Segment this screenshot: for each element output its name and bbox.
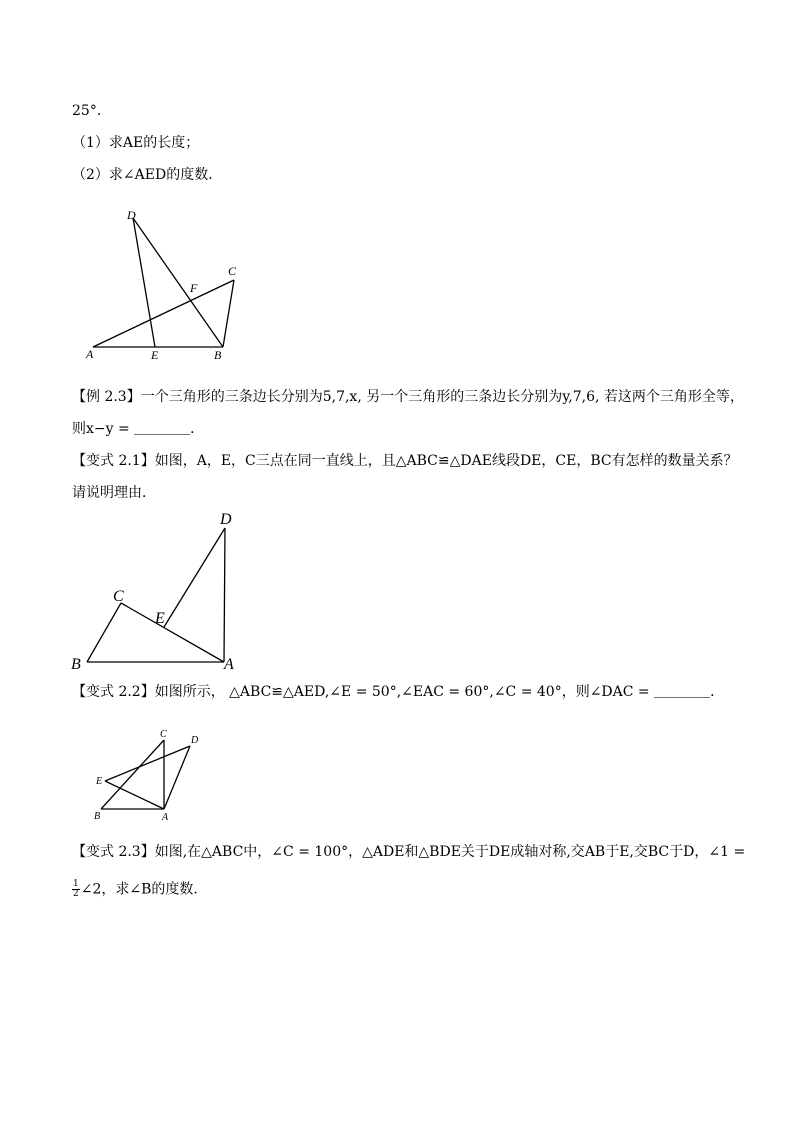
- label-E: E: [151, 348, 159, 362]
- fraction-denominator: 2: [73, 889, 79, 899]
- question-1: （1）求AE的长度；: [72, 135, 200, 151]
- example-2-3: 【例 2.3】一个三角形的三条边长分别为5,7,x, 另一个三角形的三条边长分别为y,7,6, 若这两个三角形全等，: [72, 389, 744, 405]
- label-B: B: [214, 348, 222, 362]
- label-C: C: [228, 264, 237, 278]
- label-F: F: [190, 281, 198, 295]
- label-A: A: [162, 812, 169, 823]
- segment-CB: [223, 280, 234, 347]
- variant-2-3: 【变式 2.3】如图,在△ABC中，∠C = 100°，△ADE和△BDE关于DE成轴对称,交AB于E,交BC于D，∠1 =: [72, 844, 746, 860]
- segment-ED: [164, 528, 225, 627]
- segment-BC: [87, 603, 121, 662]
- text-line-25deg: 25°．: [72, 103, 111, 119]
- segment-DA: [224, 528, 225, 662]
- label-B: B: [94, 811, 101, 822]
- figure-1-triangle-diagram: [80, 204, 260, 364]
- label-D: D: [220, 511, 232, 528]
- label-A: A: [224, 656, 234, 673]
- figure-3-triangle-diagram: [90, 726, 210, 826]
- variant-2-2: 【变式 2.2】如图所示， △ABC≌△AED,∠E = 50°,∠EAC = 60°,∠C = 40°，则∠DAC = ＿＿＿＿．: [72, 684, 725, 700]
- segment-AC: [93, 280, 234, 347]
- label-E: E: [96, 776, 103, 787]
- variant-2-1: 【变式 2.1】如图，A，E，C三点在同一直线上，且△ABC≌△DAE线段DE，CE，BC有怎样的数量关系？: [72, 453, 738, 469]
- example-2-3-answer: 则x−y = ＿＿＿＿．: [72, 421, 205, 437]
- label-E: E: [155, 610, 165, 627]
- segment-DB: [133, 218, 223, 347]
- label-B: B: [71, 656, 81, 673]
- figure-2-triangle-diagram: [66, 506, 256, 676]
- label-C: C: [160, 729, 167, 740]
- segment-CB: [101, 740, 164, 809]
- fraction-one-half: [72, 880, 80, 899]
- variant-2-3-cont: [72, 880, 207, 899]
- variant-2-3-tail: ∠2，求∠B的度数．: [80, 881, 208, 898]
- question-2: （2）求∠AED的度数．: [72, 167, 223, 183]
- segment-DE: [133, 218, 155, 347]
- label-A: A: [86, 347, 94, 361]
- label-C: C: [113, 588, 124, 605]
- fraction-numerator: 1: [73, 879, 79, 889]
- label-D: D: [127, 208, 136, 222]
- segment-CA: [121, 603, 224, 662]
- variant-2-1-cont: 请说明理由．: [72, 485, 156, 501]
- label-D: D: [191, 735, 199, 746]
